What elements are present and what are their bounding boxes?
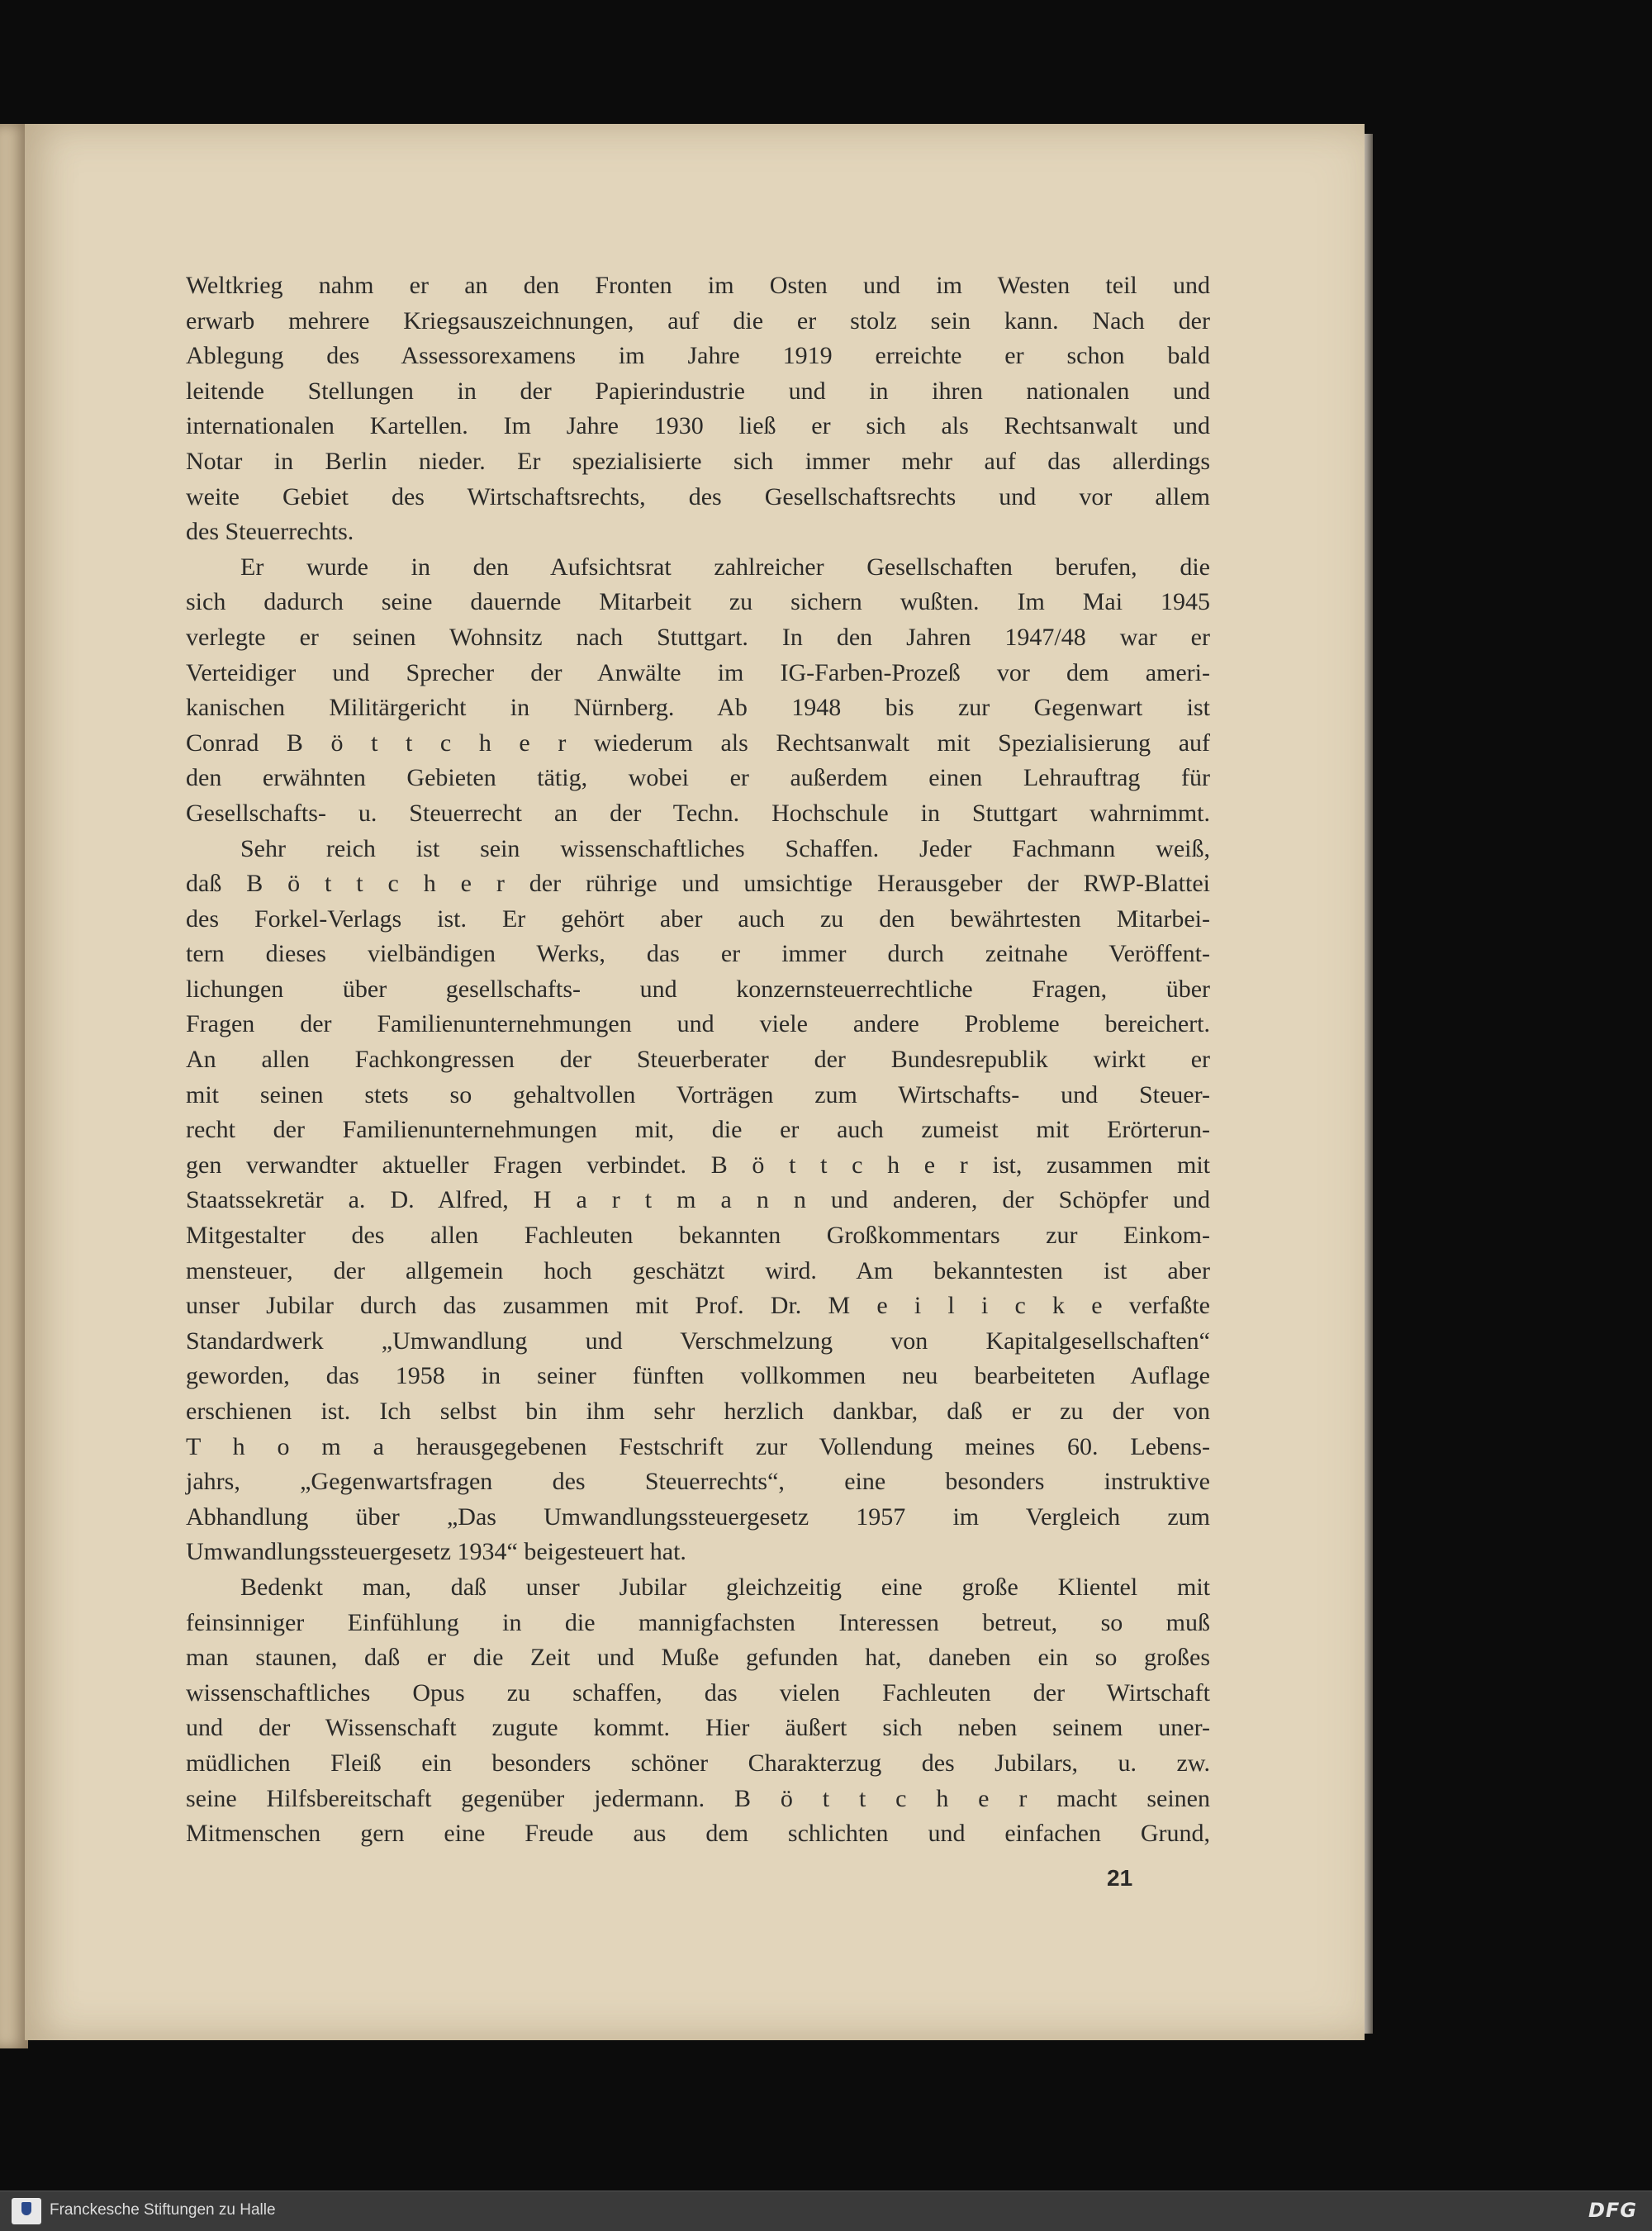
- text-line: unser Jubilar durch das zusammen mit Prof. Dr. M e i l i c k e verfaßte: [186, 1292, 1210, 1320]
- text-line: tern dieses vielbändigen Werks, das er immer durch zeitnahe Veröffent-: [186, 940, 1210, 968]
- text-line: Umwandlungssteuergesetz 1934“ beigesteuert hat.: [186, 1538, 686, 1566]
- text-line: An allen Fachkongressen der Steuerberater der Bundesrepublik wirkt er: [186, 1046, 1210, 1074]
- body-text: [186, 268, 1210, 1852]
- text-line: Fragen der Familienunternehmungen und viele andere Probleme bereichert.: [186, 1010, 1210, 1038]
- text-line: erschienen ist. Ich selbst bin ihm sehr herzlich dankbar, daß er zu der von: [186, 1398, 1210, 1425]
- book-page: [25, 124, 1365, 2040]
- institution-name: Franckesche Stiftungen zu Halle: [50, 2201, 276, 2219]
- text-line: erwarb mehrere Kriegsauszeichnungen, auf die er stolz sein kann. Nach der: [186, 306, 1210, 335]
- text-line: wissenschaftliches Opus zu schaffen, das vielen Fachleuten der Wirtschaft: [186, 1678, 1210, 1706]
- text-line: den erwähnten Gebieten tätig, wobei er außerdem einen Lehrauftrag für: [186, 764, 1210, 792]
- text-line: Bedenkt man, daß unser Jubilar gleichzeitig eine große Klientel mit: [240, 1573, 1210, 1601]
- text-line: Mitgestalter des allen Fachleuten bekannten Großkommentars zur Einkom-: [186, 1222, 1210, 1250]
- text-line: müdlichen Fleiß ein besonders schöner Charakterzug des Jubilars, u. zw.: [186, 1749, 1210, 1777]
- text-line: sich dadurch seine dauernde Mitarbeit zu sichern wußten. Im Mai 1945: [186, 588, 1210, 616]
- text-line: mit seinen stets so gehaltvollen Vorträgen zum Wirtschafts- und Steuer-: [186, 1080, 1210, 1108]
- text-line: Sehr reich ist sein wissenschaftliches Schaffen. Jeder Fachmann weiß,: [240, 834, 1210, 862]
- text-line: Conrad B ö t t c h e r wiederum als Rechtsanwalt mit Spezialisierung auf: [186, 729, 1210, 757]
- text-line: daß B ö t t c h e r der rührige und umsichtige Herausgeber der RWP-Blattei: [186, 870, 1210, 898]
- text-line: man staunen, daß er die Zeit und Muße gefunden hat, daneben ein so großes: [186, 1644, 1210, 1672]
- text-line: mensteuer, der allgemein hoch geschätzt wird. Am bekanntesten ist aber: [186, 1256, 1210, 1284]
- text-line: geworden, das 1958 in seiner fünften vollkommen neu bearbeiteten Auflage: [186, 1362, 1210, 1390]
- text-line: feinsinniger Einfühlung in die mannigfachsten Interessen betreut, so muß: [186, 1608, 1210, 1636]
- text-line: und der Wissenschaft zugute kommt. Hier äußert sich neben seinem uner-: [186, 1714, 1210, 1742]
- institution-logo-icon: [12, 2198, 41, 2224]
- text-line: verlegte er seinen Wohnsitz nach Stuttgart. In den Jahren 1947/48 war er: [186, 623, 1210, 651]
- text-line: internationalen Kartellen. Im Jahre 1930 ließ er sich als Rechtsanwalt und: [186, 412, 1210, 440]
- text-line: weite Gebiet des Wirtschaftsrechts, des Gesellschaftsrechts und vor allem: [186, 482, 1210, 510]
- text-line: recht der Familienunternehmungen mit, die er auch zumeist mit Erörterun-: [186, 1116, 1210, 1144]
- text-line: Verteidiger und Sprecher der Anwälte im IG-Farben-Prozeß vor dem ameri-: [186, 658, 1210, 686]
- page-number: 21: [1107, 1865, 1133, 1891]
- text-line: seine Hilfsbereitschaft gegenüber jedermann. B ö t t c h e r macht seinen: [186, 1784, 1210, 1812]
- text-line: gen verwandter aktueller Fragen verbindet. B ö t t c h e r ist, zusammen mit: [186, 1151, 1210, 1179]
- text-line: Weltkrieg nahm er an den Fronten im Osten und im Westen teil und: [186, 272, 1210, 299]
- text-line: Staatssekretär a. D. Alfred, H a r t m a n n und anderen, der Schöpfer und: [186, 1186, 1210, 1214]
- text-line: Notar in Berlin nieder. Er spezialisierte sich immer mehr auf das allerdings: [186, 447, 1210, 475]
- text-line: Gesellschafts- u. Steuerrecht an der Techn. Hochschule in Stuttgart wahrnimmt.: [186, 799, 1210, 827]
- text-line: jahrs, „Gegenwartsfragen des Steuerrechts“, eine besonders instruktive: [186, 1468, 1210, 1496]
- text-line: leitende Stellungen in der Papierindustrie und in ihren nationalen und: [186, 377, 1210, 405]
- text-line: T h o m a herausgegebenen Festschrift zur Vollendung meines 60. Lebens-: [186, 1432, 1210, 1460]
- text-line: des Forkel-Verlags ist. Er gehört aber auch zu den bewährtesten Mitarbei-: [186, 904, 1210, 933]
- text-line: kanischen Militärgericht in Nürnberg. Ab 1948 bis zur Gegenwart ist: [186, 694, 1210, 722]
- dfg-logo: DFG: [1588, 2199, 1637, 2222]
- text-line: Abhandlung über „Das Umwandlungssteuergesetz 1957 im Vergleich zum: [186, 1502, 1210, 1531]
- text-line: Mitmenschen gern eine Freude aus dem schlichten und einfachen Grund,: [186, 1820, 1210, 1848]
- text-line: Standardwerk „Umwandlung und Verschmelzung von Kapitalgesellschaften“: [186, 1327, 1210, 1355]
- viewer-footer-bar: [0, 2191, 1652, 2231]
- text-line: des Steuerrechts.: [186, 518, 354, 546]
- left-page-edge: [0, 124, 28, 2048]
- text-line: lichungen über gesellschafts- und konzernsteuerrechtliche Fragen, über: [186, 975, 1210, 1003]
- text-line: Ablegung des Assessorexamens im Jahre 1919 erreichte er schon bald: [186, 342, 1210, 370]
- text-line: Er wurde in den Aufsichtsrat zahlreicher Gesellschaften berufen, die: [240, 553, 1210, 581]
